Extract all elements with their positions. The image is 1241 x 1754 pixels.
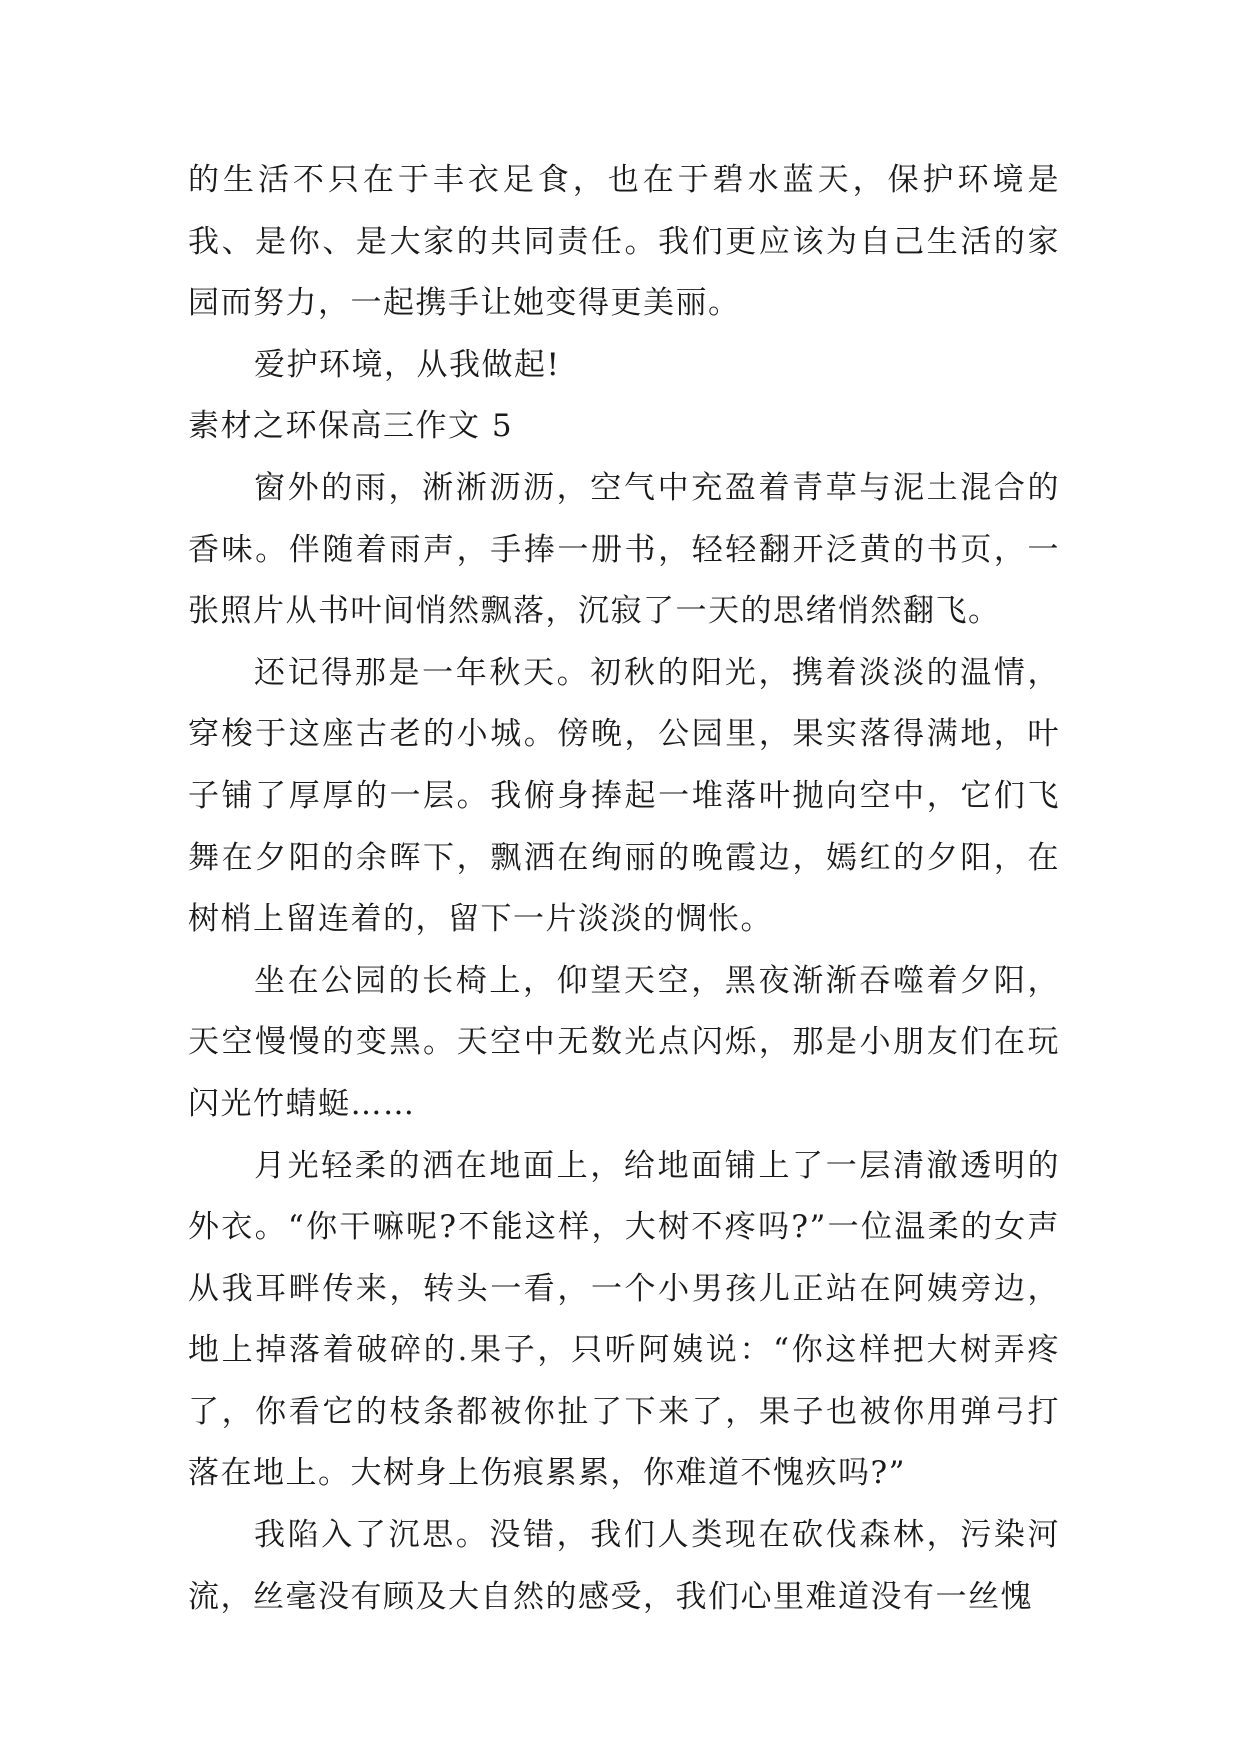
paragraph-reflection: 我陷入了沉思。没错，我们人类现在砍伐森林，污染河流，丝毫没有顾及大自然的感受，我们心里难道没有一丝愧	[188, 1517, 1060, 1615]
paragraph-rain: 窗外的雨，淅淅沥沥，空气中充盈着青草与泥土混合的香味。伴随着雨声，手捧一册书，轻轻翻开泛黄的书页，一张照片从书叶间悄然飘落，沉寂了一天的思绪悄然翻飞。	[188, 469, 1060, 630]
paragraph-slogan: 爱护环境，从我做起!	[254, 346, 561, 383]
paragraph-night: 坐在公园的长椅上，仰望天空，黑夜渐渐吞噬着夕阳，天空慢慢的变黑。天空中无数光点闪烁，那是小朋友们在玩闪光竹蜻蜓……	[188, 962, 1060, 1122]
section-title: 素材之环保高三作文 5	[188, 408, 514, 445]
paragraph-continuation: 的生活不只在于丰衣足食，也在于碧水蓝天，保护环境是我、是你、是大家的共同责任。我们更应该为自己生活的家园而努力，一起携手让她变得更美丽。	[188, 162, 1060, 322]
paragraph-autumn: 还记得那是一年秋天。初秋的阳光，携着淡淡的温情，穿梭于这座古老的小城。傍晚，公园里，果实落得满地，叶子铺了厚厚的一层。我俯身捧起一堆落叶抛向空中，它们飞舞在夕阳的余晖下，飘洒在绚丽的晚霞边，嫣红的夕阳，在树梢上留连着的，留下一片淡淡的惆怅。	[188, 654, 1060, 938]
document-body	[188, 150, 1060, 1628]
paragraph-moonlight: 月光轻柔的洒在地面上，给地面铺上了一层清澈透明的外衣。“你干嘛呢?不能这样，大树不疼吗?”一位温柔的女声从我耳畔传来，转头一看，一个小男孩儿正站在阿姨旁边，地上掉落着破碎的.果子，只听阿姨说：“你这样把大树弄疼了，你看它的枝条都被你扯了下来了，果子也被你用弹弓打落在地上。大树身上伤痕累累，你难道不愧疚吗?”	[188, 1147, 1060, 1492]
